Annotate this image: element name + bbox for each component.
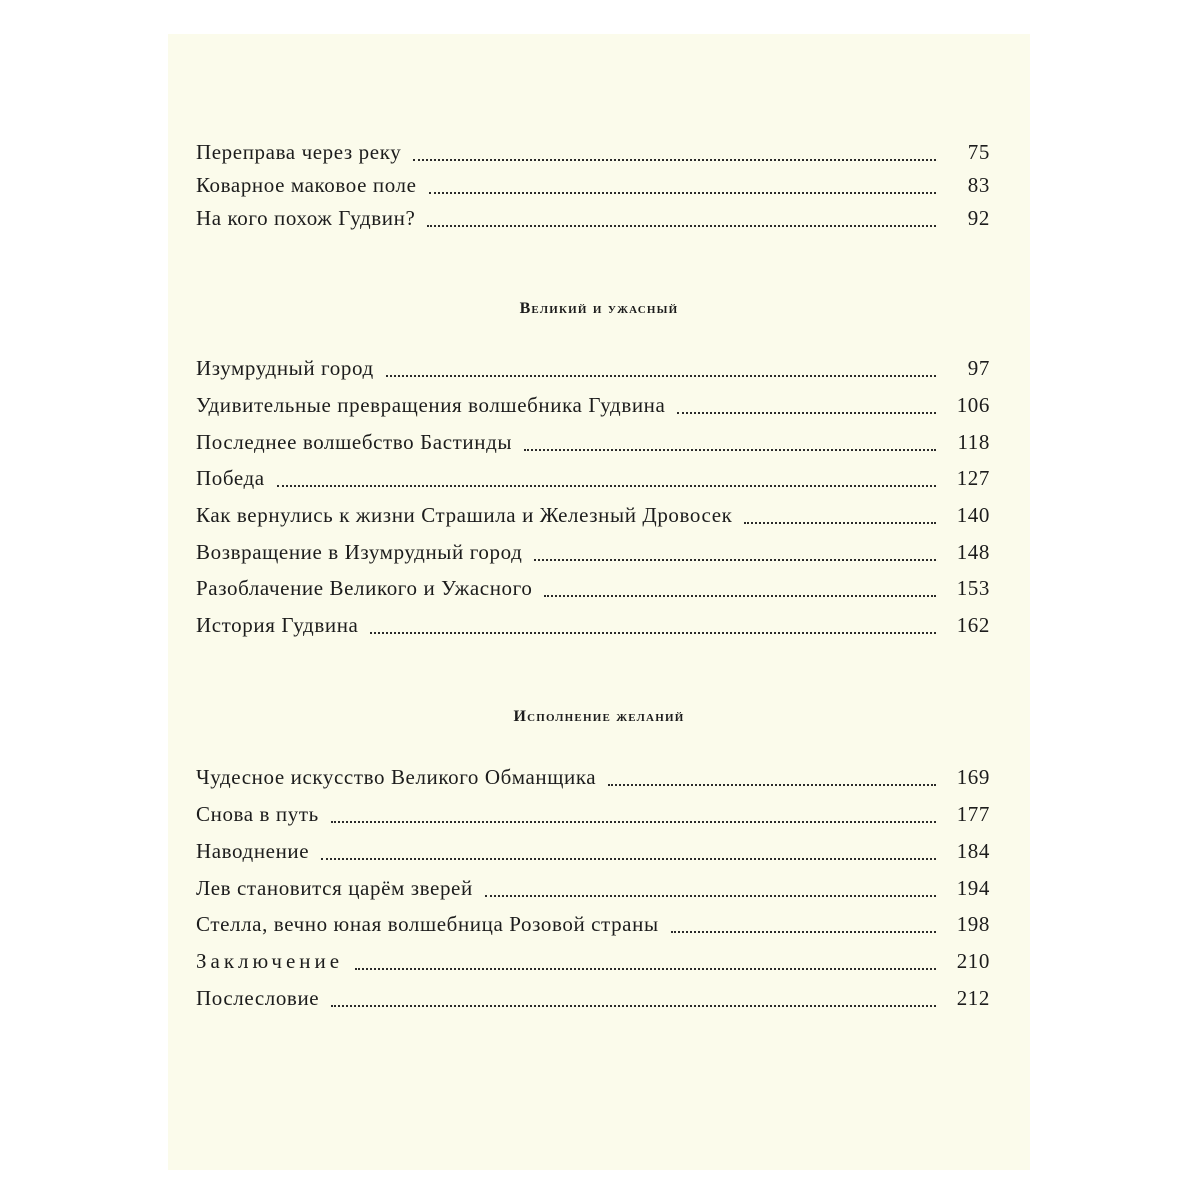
toc-entry-title: Снова в путь — [196, 802, 319, 826]
toc-entry-page: 75 — [967, 140, 990, 164]
toc-entry — [196, 540, 990, 570]
toc-entry-page: 106 — [956, 393, 990, 417]
toc-entry-page: 148 — [956, 540, 990, 564]
toc-entry — [196, 430, 990, 460]
toc-entry-title: Победа — [196, 466, 265, 490]
toc-entry-page: 92 — [967, 206, 990, 230]
toc-entry — [196, 140, 990, 170]
toc-leader-dots — [386, 361, 936, 377]
toc-entry — [196, 173, 990, 203]
toc-entry-title: Послесловие — [196, 986, 320, 1010]
toc-leader-dots — [321, 844, 936, 860]
toc-entry-title: Возвращение в Изумрудный город — [196, 540, 523, 564]
toc-leader-dots — [331, 807, 936, 823]
toc-entry-title: Стелла, вечно юная волшебница Розовой страны — [196, 912, 659, 936]
toc-entry — [196, 206, 990, 236]
toc-entry — [196, 613, 990, 643]
toc-entry-page: 97 — [967, 356, 990, 380]
toc-leader-dots — [485, 881, 936, 897]
toc-entry-title: На кого похож Гудвин? — [196, 206, 416, 230]
toc-entry-page: 212 — [956, 986, 990, 1010]
toc-entry — [196, 576, 990, 606]
toc-entry-page: 118 — [957, 430, 990, 454]
toc-entry-title: История Гудвина — [196, 613, 359, 637]
toc-entry — [196, 765, 990, 795]
toc-leader-dots — [413, 145, 936, 161]
toc-leader-dots — [744, 508, 936, 524]
toc-entry-page: 177 — [956, 802, 990, 826]
toc-leader-dots — [608, 770, 936, 786]
toc-entry — [196, 393, 990, 423]
toc-leader-dots — [534, 545, 936, 561]
toc-leader-dots — [544, 581, 936, 597]
toc-entry-title: Заключение — [196, 949, 344, 973]
toc-entry-title: Лев становится царём зверей — [196, 876, 473, 900]
toc-entry-page: 198 — [956, 912, 990, 936]
section-heading: Исполнение желаний — [513, 708, 685, 725]
toc-leader-dots — [429, 178, 936, 194]
book-page — [168, 34, 1030, 1170]
toc-entry-page: 153 — [956, 576, 990, 600]
toc-leader-dots — [355, 954, 936, 970]
toc-entry-title: Изумрудный город — [196, 356, 374, 380]
toc-entry — [196, 356, 990, 386]
toc-entry — [196, 912, 990, 942]
toc-entry-page: 184 — [956, 839, 990, 863]
toc-entry-title: Последнее волшебство Бастинды — [196, 430, 513, 454]
toc-entry-title: Разоблачение Великого и Ужасного — [196, 576, 533, 600]
toc-entry-page: 162 — [956, 613, 990, 637]
toc-entry-title: Чудесное искусство Великого Обманщика — [196, 765, 597, 789]
toc-entry-title: Переправа через реку — [196, 140, 402, 164]
toc-entry-page: 127 — [956, 466, 990, 490]
toc-entry-title: Удивительные превращения волшебника Гудвина — [196, 393, 666, 417]
toc-entry-page: 169 — [956, 765, 990, 789]
toc-entry-title: Коварное маковое поле — [196, 173, 417, 197]
toc-entry — [196, 802, 990, 832]
toc-entry-page: 194 — [956, 876, 990, 900]
toc-entry — [196, 949, 990, 979]
toc-leader-dots — [671, 917, 936, 933]
toc-leader-dots — [277, 471, 936, 487]
toc-entry-page: 83 — [967, 173, 990, 197]
toc-entry-page: 210 — [956, 949, 990, 973]
toc-entry-page: 140 — [956, 503, 990, 527]
toc-leader-dots — [524, 435, 936, 451]
section-heading: Великий и ужасный — [519, 300, 679, 317]
toc-entry-title: Как вернулись к жизни Страшила и Железный Дровосек — [196, 503, 733, 527]
toc-entry — [196, 986, 990, 1016]
toc-leader-dots — [677, 398, 936, 414]
toc-leader-dots — [427, 211, 936, 227]
toc-entry — [196, 839, 990, 869]
toc-entry — [196, 503, 990, 533]
toc-entry — [196, 466, 990, 496]
toc-entry — [196, 876, 990, 906]
toc-leader-dots — [331, 991, 936, 1007]
toc-leader-dots — [370, 618, 936, 634]
toc-entry-title: Наводнение — [196, 839, 310, 863]
